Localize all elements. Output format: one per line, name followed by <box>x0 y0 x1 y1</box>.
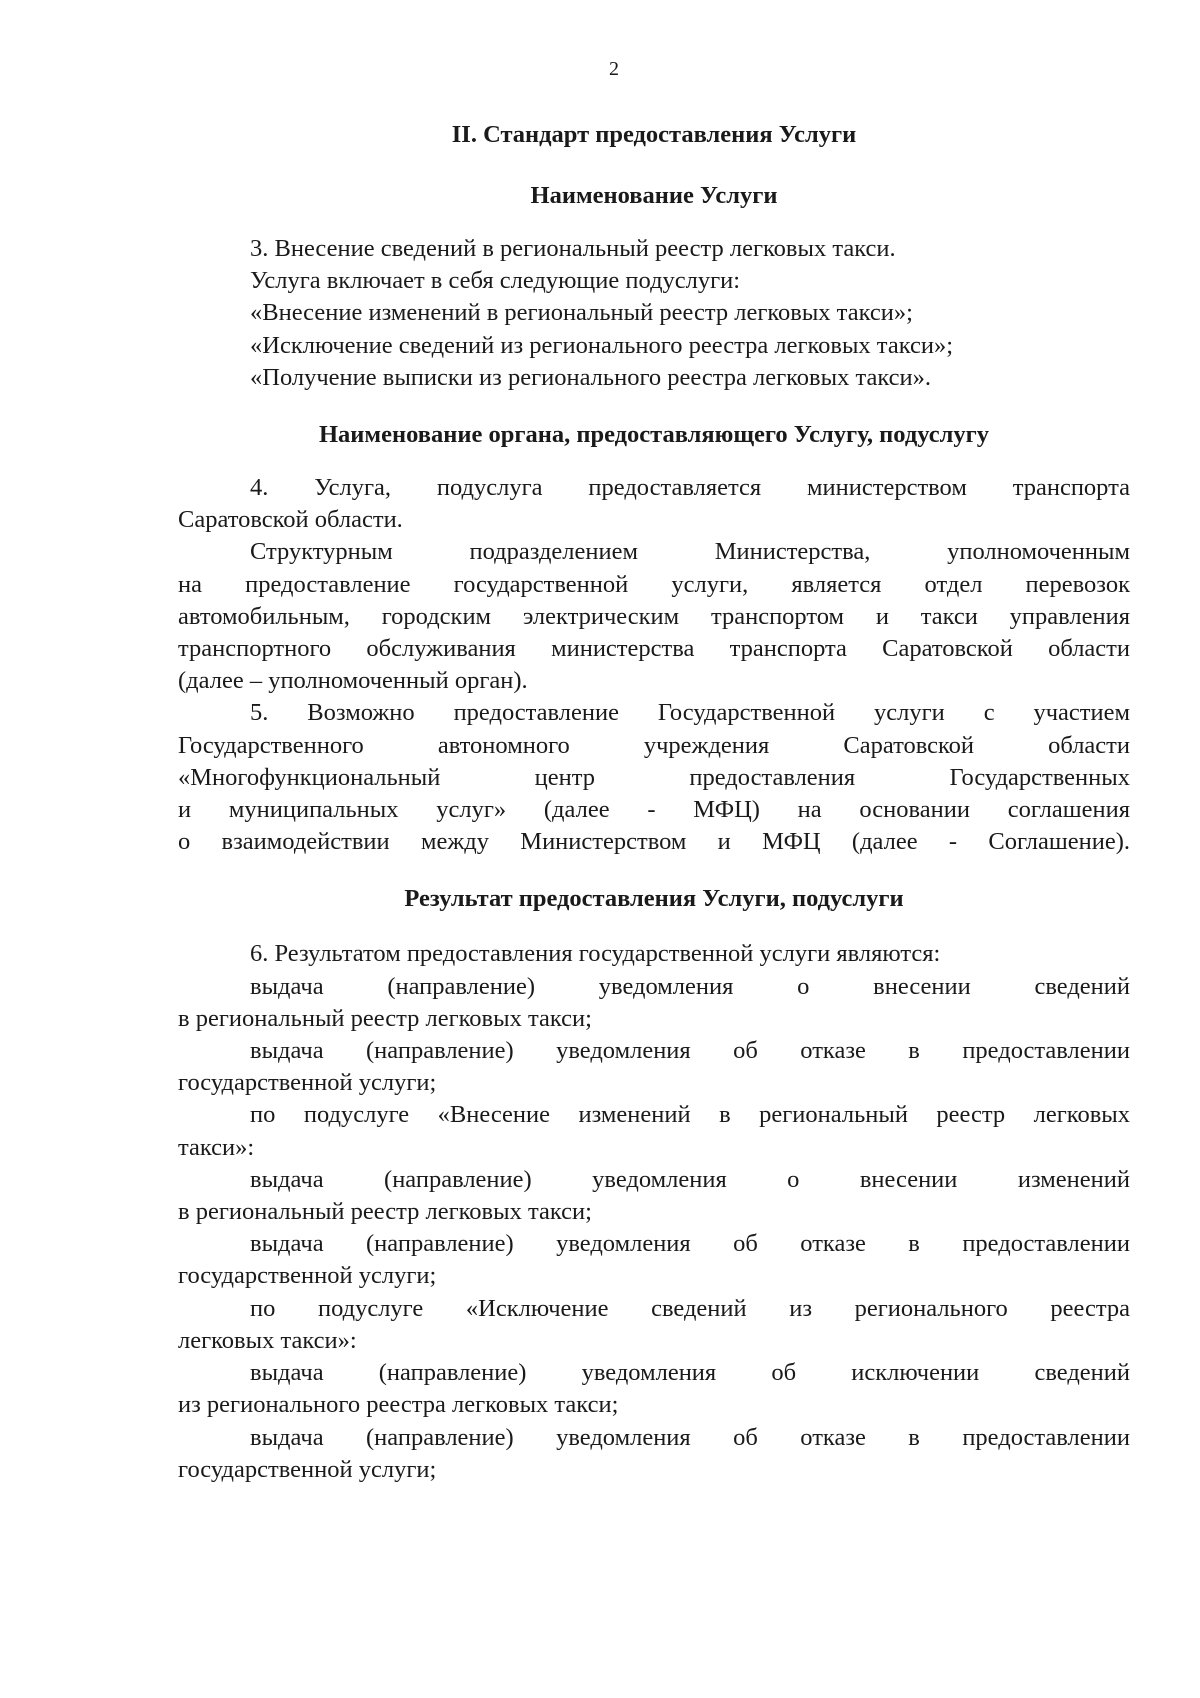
subservices-intro: Услуга включает в себя следующие подуслуги: <box>250 267 741 295</box>
paragraph-5-line: Государственного автономного учреждения Саратовской области <box>178 731 1130 759</box>
paragraph-5-line: и муниципальных услуг» (далее - МФЦ) на основании соглашения <box>178 796 1130 824</box>
result-line: такси»: <box>178 1133 255 1161</box>
subservice-item: «Получение выписки из регионального реестра легковых такси». <box>250 363 931 391</box>
section-title: II. Стандарт предоставления Услуги <box>451 121 857 148</box>
heading-result: Результат предоставления Услуги, подуслуги <box>404 885 904 913</box>
paragraph-3: 3. Внесение сведений в региональный реестр легковых такси. <box>250 235 896 262</box>
structural-unit-line: Структурным подразделением Министерства, уполномоченным <box>250 538 1130 566</box>
structural-unit-line: (далее – уполномоченный орган). <box>178 667 528 695</box>
result-line: легковых такси»: <box>178 1326 357 1354</box>
structural-unit-line: на предоставление государственной услуги, является отдел перевозок <box>178 570 1130 598</box>
service-name-block <box>178 233 1130 394</box>
structural-unit-line: транспортного обслуживания министерства транспорта Саратовской области <box>178 635 1130 663</box>
structural-unit-line: автомобильным, городским электрическим транспортом и такси управления <box>178 602 1130 630</box>
paragraph-4-line: 4. Услуга, подуслуга предоставляется министерством транспорта <box>250 474 1130 502</box>
result-line: по подуслуге «Исключение сведений из регионального реестра <box>250 1294 1130 1322</box>
result-line: выдача (направление) уведомления об отказе в предоставлении <box>250 1423 1130 1451</box>
result-line: по подуслуге «Внесение изменений в региональный реестр легковых <box>250 1101 1130 1129</box>
result-line: в региональный реестр легковых такси; <box>178 1004 592 1032</box>
heading-authority: Наименование органа, предоставляющего Услугу, подуслугу <box>319 421 989 449</box>
heading-service-name: Наименование Услуги <box>530 182 778 209</box>
result-line: в региональный реестр легковых такси; <box>178 1198 592 1226</box>
result-line: выдача (направление) уведомления об исключении сведений <box>250 1359 1130 1387</box>
subservice-item: «Исключение сведений из регионального реестра легковых такси»; <box>250 331 954 359</box>
result-line: из регионального реестра легковых такси; <box>178 1391 619 1419</box>
result-line: выдача (направление) уведомления об отказе в предоставлении <box>250 1230 1130 1258</box>
page-content <box>178 118 1130 1486</box>
result-line: государственной услуги; <box>178 1262 437 1290</box>
paragraph-5-line: «Многофункциональный центр предоставления Государственных <box>178 763 1130 791</box>
paragraph-5-line: 5. Возможно предоставление Государственной услуги с участием <box>250 699 1130 727</box>
subservice-item: «Внесение изменений в региональный реестр легковых такси»; <box>250 299 913 327</box>
page-number: 2 <box>609 58 619 80</box>
paragraph-5-line: о взаимодействии между Министерством и МФЦ (далее - Соглашение). <box>178 828 1130 856</box>
paragraph-6: 6. Результатом предоставления государственной услуги являются: <box>250 940 941 968</box>
result-block <box>178 938 1130 1485</box>
result-line: выдача (направление) уведомления о внесении изменений <box>250 1165 1130 1193</box>
paragraph-4-line: Саратовской области. <box>178 506 403 534</box>
result-line: государственной услуги; <box>178 1455 437 1483</box>
result-line: государственной услуги; <box>178 1069 437 1097</box>
result-line: выдача (направление) уведомления об отказе в предоставлении <box>250 1037 1130 1065</box>
result-line: выдача (направление) уведомления о внесении сведений <box>250 972 1130 1000</box>
authority-block <box>178 472 1130 858</box>
